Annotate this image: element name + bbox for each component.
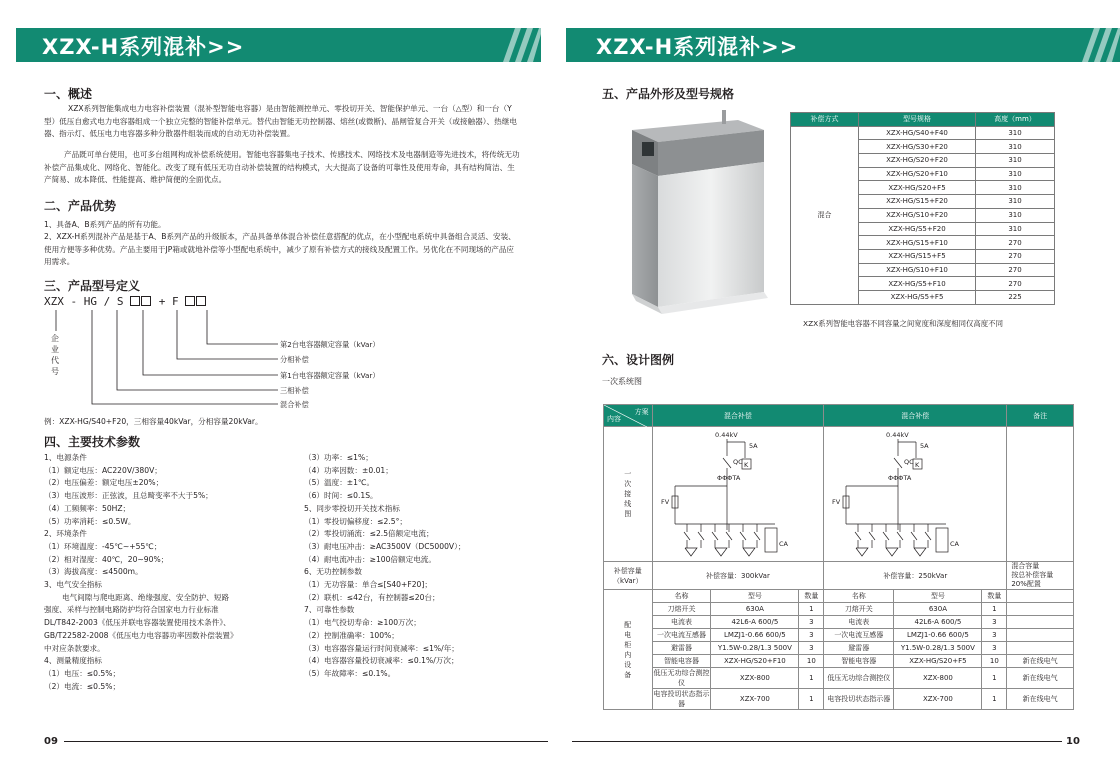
- fv-label: FV: [660, 498, 669, 506]
- def-split-phase: 分相补偿: [280, 355, 309, 364]
- corner-top-label: 方案: [634, 408, 649, 416]
- spec-table-note: XZX系列智能电容器不同容量之间宽度和深度相同仅高度不同: [803, 319, 1003, 328]
- equip-cell: 1: [982, 668, 1007, 689]
- design-col-header-1: 混合补偿: [652, 405, 824, 427]
- equip-cell: 10: [982, 655, 1007, 668]
- spec-height: 270: [976, 249, 1055, 263]
- left-footer-line: [64, 741, 548, 742]
- equip-cell: 3: [799, 616, 824, 629]
- equip-cell: XZX-700: [894, 689, 982, 710]
- tech-param-line: （1）无功容量：单合≤[S40+F20]；: [304, 580, 432, 589]
- spec-table: [790, 112, 1055, 305]
- tech-param-line: 1、电源条件: [44, 453, 87, 462]
- right-page-number: 10: [1066, 736, 1080, 747]
- tech-param-line: （3）电容器容量运行时间衰减率：≤1%/年；: [304, 643, 459, 653]
- tech-param-line: 2、环境条件: [44, 529, 87, 539]
- wiring-remark-cell: [1007, 427, 1074, 562]
- design-col-header-2: 混合补偿: [824, 405, 1007, 427]
- equip-row: [604, 668, 1074, 689]
- spec-model: XZX-HG/S5+F20: [859, 222, 976, 236]
- spec-row: [791, 126, 1055, 140]
- left-page-number: 09: [44, 736, 58, 747]
- equip-cell: 避雷器: [824, 642, 894, 655]
- equip-cell: LMZJ1-0.66 600/5: [894, 629, 982, 642]
- spec-height: 310: [976, 167, 1055, 181]
- equip-remark-header: [1007, 590, 1074, 603]
- spec-group-label: 混合: [791, 126, 859, 304]
- ca-label: CA: [950, 540, 960, 548]
- section-4-title: 四、主要技术参数: [44, 435, 141, 449]
- equip-header: 名称: [652, 590, 711, 603]
- model-code-mid: + F: [158, 295, 179, 308]
- spec-model: XZX-HG/S20+F5: [859, 181, 976, 195]
- tech-param-line: 5、同步零投切开关技术指标: [304, 503, 400, 513]
- right-banner-title: XZX-H系列混补>>: [596, 35, 799, 59]
- equip-cell: Y1.5W-0.28/1.3 500V: [894, 642, 982, 655]
- equip-cell: 42L6-A 600/5: [711, 616, 799, 629]
- overview-paragraph-1: XZX系列智能集成电力电容补偿装置（混补型智能电容器）是由智能测控单元、零投切开关、智能保护单元、一台（△型）和一台（Y型）低压自愈式电力电容器组成一个独立完整的智能补偿单元。替代由智能无功控制器、熔丝(或微断)、晶闸管复合开关（或接触器）、热继电器、指示灯、低压电力电容器多种分散器件组装而成的自动无功补偿装置。: [44, 104, 517, 139]
- equip-cell: 刀熔开关: [652, 603, 711, 616]
- equip-cell: 10: [799, 655, 824, 668]
- equip-cell: 1: [799, 689, 824, 710]
- overview-paragraph-2: 产品既可单台使用，也可多台组网构成补偿系统使用。智能电容器集电子技术、传感技术、网络技术及电器制造等先进技术，将传统无功补偿产品集成化、网络化、智能化。改变了现有低压无功自动补偿装置的结构模式，大大提高了设备的可靠性及使用寿命，具有结构简洁、生产简易、成本降低、性能提高、维护简便的全面优点。: [44, 150, 520, 185]
- tech-param-line: （3）功率：≤1%；: [304, 453, 373, 462]
- tech-param-line: 3、电气安全指标: [44, 580, 102, 589]
- tech-param-line: （2）电压偏差：额定电压±20%；: [44, 478, 164, 488]
- safety-para-line: 强度、采样与控制电路防护均符合国家电力行业标准: [44, 605, 219, 615]
- equip-cell: 智能电容器: [652, 655, 711, 668]
- corner-bottom-label: 内容: [607, 415, 621, 423]
- def-first-capacity: 第1台电容器额定容量（kVar）: [280, 371, 380, 380]
- section-1-title: 一、概述: [44, 87, 93, 101]
- spec-height: 310: [976, 222, 1055, 236]
- section-2-title: 二、产品优势: [44, 199, 117, 213]
- ct-label: 5A: [920, 442, 929, 450]
- tech-param-line: （2）控制准确率：100%；: [304, 630, 399, 640]
- wiring-label-text: 一次接线图: [624, 470, 632, 518]
- safety-para-line: 中对应条款要求。: [44, 643, 105, 653]
- tech-param-line: （1）额定电压：AC220V/380V；: [44, 465, 162, 475]
- wiring-diagram-cell-1: [652, 427, 824, 562]
- equip-remark: 新在线电气: [1007, 689, 1074, 710]
- design-corner-cell: [604, 405, 653, 427]
- spec-header-height: 高度（mm）: [976, 113, 1055, 127]
- section-6-subtitle: 一次系统图: [602, 377, 642, 386]
- def-three-phase: 三相补偿: [280, 386, 309, 395]
- equip-cell: 电容投切状态指示器: [824, 689, 894, 710]
- capacity-label: 补偿容量（kVar）: [604, 562, 653, 590]
- spec-height: 310: [976, 126, 1055, 140]
- model-code-prefix: XZX - HG / S: [44, 295, 124, 308]
- tech-param-line: （5）功率消耗：≤0.5W。: [44, 516, 136, 526]
- spec-height: 310: [976, 140, 1055, 154]
- tech-param-line: （5）年故障率：≤0.1%。: [304, 668, 396, 678]
- spec-height: 270: [976, 263, 1055, 277]
- equip-header: 数量: [982, 590, 1007, 603]
- equip-cell: 3: [982, 616, 1007, 629]
- equip-row: [604, 629, 1074, 642]
- equip-cell: 630A: [711, 603, 799, 616]
- equip-cell: XZX-800: [711, 668, 799, 689]
- tech-param-line: 7、可靠性参数: [304, 605, 355, 615]
- equip-remark: [1007, 603, 1074, 616]
- equip-cell: 刀熔开关: [824, 603, 894, 616]
- design-col-header-remark: 备注: [1007, 405, 1074, 427]
- spec-model: XZX-HG/S20+F10: [859, 167, 976, 181]
- right-footer-line: [572, 741, 1062, 742]
- ta-label: ΦΦΦTA: [716, 474, 740, 482]
- spec-height: 270: [976, 277, 1055, 291]
- equip-remark: [1007, 616, 1074, 629]
- spec-header-model: 型号规格: [859, 113, 976, 127]
- spec-height: 310: [976, 181, 1055, 195]
- safety-para-line: DL/T842-2003《低压并联电容器装置使用技术条件》、: [44, 618, 231, 628]
- tech-param-line: （4）功率因数：±0.01；: [304, 465, 393, 475]
- equip-remark: [1007, 642, 1074, 655]
- capacity-remark: [1007, 562, 1074, 590]
- equip-cell: 一次电流互感器: [652, 629, 711, 642]
- equip-remark: 新在线电气: [1007, 655, 1074, 668]
- tech-param-line: （1）环境温度：-45℃~+55℃；: [44, 541, 162, 551]
- design-table: [603, 404, 1074, 710]
- def-second-capacity: 第2台电容器额定容量（kVar）: [280, 340, 380, 349]
- equip-row: [604, 655, 1074, 668]
- tech-param-line: 4、测量精度指标: [44, 656, 102, 666]
- ca-label: CA: [778, 540, 788, 548]
- equip-cell: 低压无功综合测控仪: [824, 668, 894, 689]
- spec-model: XZX-HG/S10+F10: [859, 263, 976, 277]
- capacity-value-1: 补偿容量：300kVar: [652, 562, 824, 590]
- equip-label: [604, 590, 653, 710]
- qc-label: QC: [732, 458, 743, 466]
- advantage-1: 1、具备A、B系列产品的所有功能。: [44, 220, 166, 229]
- section-5-title: 五、产品外形及型号规格: [602, 87, 735, 101]
- equip-cell: 1: [982, 603, 1007, 616]
- equip-cell: 电容投切状态指示器: [653, 690, 710, 708]
- equip-cell: LMZJ1-0.66 600/5: [711, 629, 799, 642]
- safety-para-line: 电气间隙与爬电距离、绝缘强度、安全防护、短路: [62, 592, 230, 602]
- spec-model: XZX-HG/S5+F10: [859, 277, 976, 291]
- tech-param-line: （6）时间：≤0.1S。: [304, 491, 378, 501]
- tech-param-line: （5）温度：±1℃。: [304, 478, 375, 488]
- tech-param-line: （1）零投切偏移度：≤2.5°；: [304, 516, 408, 526]
- right-banner: [566, 28, 1120, 62]
- spec-model: XZX-HG/S40+F40: [859, 126, 976, 140]
- equip-header: 名称: [824, 590, 894, 603]
- def-mixed: 混合补偿: [280, 400, 309, 409]
- capacity-remark-line: 按总补偿容量: [1011, 571, 1054, 579]
- equip-cell: XZX-700: [711, 689, 799, 710]
- equip-cell: XZX-800: [894, 668, 982, 689]
- tech-param-line: （1）电压：≤0.5%；: [44, 668, 121, 678]
- equip-cell: 低压无功综合测控仪: [653, 669, 710, 687]
- equip-row: [604, 689, 1074, 710]
- spec-model: XZX-HG/S5+F5: [859, 290, 976, 304]
- equip-cell: 避雷器: [652, 642, 711, 655]
- voltage-label: 0.44kV: [886, 431, 909, 439]
- fv-label: FV: [832, 498, 841, 506]
- tech-param-line: （2）相对湿度：40℃，20~90%；: [44, 554, 169, 564]
- equip-row: [604, 642, 1074, 655]
- equip-label-text: 配电柜内设备: [624, 620, 632, 679]
- equip-header: 型号: [894, 590, 982, 603]
- equip-cell: XZX-HG/S20+F10: [711, 655, 799, 668]
- tech-param-line: （4）耐电流冲击：≥100倍额定电流。: [304, 554, 436, 564]
- left-banner-title: XZX-H系列混补>>: [42, 35, 245, 59]
- equip-cell: 一次电流互感器: [824, 629, 894, 642]
- equip-cell: 630A: [894, 603, 982, 616]
- advantage-2: 2、XZX-H系列混补产品是基于A、B系列产品的升级版本，产品具备单体混合补偿任意搭配的优点，在小型配电系统中具备组合灵活、安装、使用方便等多种优势。产品主要用于JP箱或就地补偿等小型配电系统中，减少了原有补偿方式的接线及配置工作。另优化在不同现场的产品应用需求。: [44, 232, 516, 267]
- tech-param-line: （1）电气投切寿命：≥100万次；: [304, 618, 421, 628]
- spec-height: 225: [976, 290, 1055, 304]
- one-line-diagram: [657, 428, 807, 561]
- equip-cell: 1: [982, 689, 1007, 710]
- equip-cell: 3: [982, 642, 1007, 655]
- section-6-title: 六、设计图例: [602, 353, 675, 367]
- equip-cell: 3: [799, 629, 824, 642]
- equip-header: 数量: [799, 590, 824, 603]
- ta-label: ΦΦΦTA: [888, 474, 912, 482]
- wiring-diagram-cell-2: [824, 427, 1007, 562]
- tech-param-line: （2）联机：≤42台，有控制器≤20台；: [304, 592, 440, 602]
- tech-param-line: （2）电流：≤0.5%；: [44, 681, 121, 691]
- spec-model: XZX-HG/S15+F20: [859, 195, 976, 209]
- tech-param-line: （2）零投切涌流：≤2.5倍额定电流；: [304, 529, 434, 539]
- k-label: K: [915, 461, 920, 469]
- equip-cell: 电流表: [824, 616, 894, 629]
- equip-cell: 1: [799, 603, 824, 616]
- spec-height: 310: [976, 154, 1055, 168]
- spec-model: XZX-HG/S20+F20: [859, 154, 976, 168]
- capacitor-product-image: [612, 102, 782, 330]
- spec-height: 310: [976, 208, 1055, 222]
- ct-label: 5A: [748, 442, 758, 450]
- spec-model: XZX-HG/S15+F10: [859, 236, 976, 250]
- enterprise-code-label: 企业代号: [51, 334, 59, 376]
- equip-header-row: [604, 590, 1074, 603]
- tech-param-line: （4）电容器容量投切衰减率：≤0.1%/万次；: [304, 656, 459, 666]
- voltage-label: 0.44kV: [714, 431, 738, 439]
- equip-cell: 智能电容器: [824, 655, 894, 668]
- equip-cell: 3: [982, 629, 1007, 642]
- tech-param-line: （3）耐电压冲击：≥AC3500V（DC5000V）；: [304, 541, 466, 551]
- k-label: K: [743, 461, 748, 469]
- tech-param-line: 6、无功控制参数: [304, 567, 362, 577]
- tech-param-line: （3）海拔高度：≤4500m。: [44, 567, 143, 577]
- banner-stripes: [1080, 28, 1120, 62]
- spec-model: XZX-HG/S30+F20: [859, 140, 976, 154]
- equip-cell: XZX-HG/S20+F5: [894, 655, 982, 668]
- equip-cell: 电流表: [652, 616, 711, 629]
- one-line-diagram: [828, 428, 978, 561]
- equip-cell: 42L6-A 600/5: [894, 616, 982, 629]
- capacity-remark-line: 混合容量: [1011, 562, 1040, 570]
- spec-height: 310: [976, 195, 1055, 209]
- spec-height: 270: [976, 236, 1055, 250]
- tech-param-line: （4）工频频率：50HZ；: [44, 503, 131, 513]
- capacity-value-2: 补偿容量：250kVar: [824, 562, 1007, 590]
- equip-header: 型号: [711, 590, 799, 603]
- equip-row: [604, 616, 1074, 629]
- safety-para-line: GB/T22582-2008《低压电力电容器功率因数补偿装置》: [44, 630, 238, 640]
- equip-row: [604, 603, 1074, 616]
- equip-remark: [1007, 629, 1074, 642]
- spec-model: XZX-HG/S15+F5: [859, 249, 976, 263]
- equip-cell: Y1.5W-0.28/1.3 500V: [711, 642, 799, 655]
- qc-label: QC: [904, 458, 914, 466]
- equip-cell: 1: [799, 668, 824, 689]
- spec-model: XZX-HG/S10+F20: [859, 208, 976, 222]
- wiring-label: [604, 427, 653, 562]
- spec-header-method: 补偿方式: [791, 113, 859, 127]
- tech-param-line: （3）电压波形：正弦波，且总畸变率不大于5%；: [44, 491, 213, 501]
- equip-cell: 3: [799, 642, 824, 655]
- section-3-title: 三、产品型号定义: [44, 279, 141, 293]
- model-example: 例：XZX-HG/S40+F20，三相容量40kVar，分相容量20kVar。: [44, 417, 263, 426]
- equip-remark: 新在线电气: [1007, 668, 1074, 689]
- capacity-remark-line: 20%配置: [1011, 580, 1041, 588]
